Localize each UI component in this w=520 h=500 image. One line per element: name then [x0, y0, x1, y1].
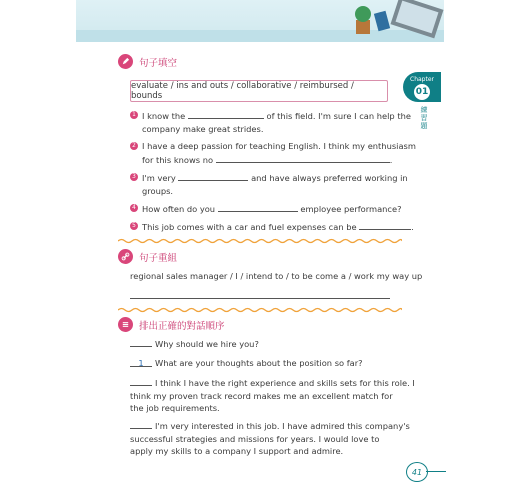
fill-item-4 [130, 202, 402, 216]
fill-item-5 [130, 220, 414, 234]
dialogue-text: think my proven track record makes me an excellent match for [130, 390, 393, 401]
item-number-badge: 2 [130, 142, 138, 150]
dialogue-text: I think I have the right experience and skills sets for this role. I [155, 378, 415, 388]
header-banner [76, 0, 444, 42]
item-text: . [389, 154, 393, 165]
item-text: company make great strides. [142, 123, 264, 134]
section-fill-header [118, 54, 177, 69]
dialogue-line-2 [130, 357, 363, 370]
answer-blank[interactable] [178, 171, 248, 181]
link-icon [118, 249, 133, 264]
dialogue-text: Why should we hire you? [155, 339, 259, 349]
word-bank: evaluate / ins and outs / collaborative / reimbursed / bounds [130, 80, 388, 102]
dialogue-text: the job requirements. [130, 403, 220, 413]
answer-blank[interactable] [218, 202, 298, 212]
wavy-divider [118, 307, 402, 313]
chapter-tab [403, 72, 441, 102]
wavy-divider [118, 238, 402, 244]
dialogue-text: I'm very interested in this job. I have admired this company's [155, 421, 410, 431]
order-blank[interactable] [130, 376, 152, 386]
list-icon [118, 317, 133, 332]
section-dialogue-header [118, 317, 225, 332]
fill-item-3 [130, 171, 408, 197]
reorder-sentence: regional sales manager / I / intend to / to be come a / work my way up [130, 271, 423, 281]
page-number-line [426, 471, 446, 472]
dialogue-text: successful strategies and missions for years. I would love to [130, 433, 380, 444]
order-blank[interactable] [130, 337, 152, 347]
order-blank[interactable]: 1 [130, 357, 152, 367]
item-text: I'm very [142, 173, 176, 183]
item-number-badge: 3 [130, 173, 138, 181]
item-text: I have a deep passion for teaching English. I think my enthusiasm [142, 141, 416, 151]
dialogue-line-3 [130, 376, 415, 415]
section-dialogue-title: 排出正確的對話順序 [139, 320, 225, 332]
item-number-badge: 5 [130, 222, 138, 230]
exercise-tab-label: 練習題 [420, 106, 428, 130]
dialogue-line-1 [130, 337, 259, 351]
item-text: of this field. I'm sure I can help the [266, 111, 411, 121]
fill-item-2 [130, 140, 416, 166]
item-number-badge: 1 [130, 111, 138, 119]
section-order-header [118, 249, 177, 264]
item-text: and have always preferred working in [251, 173, 408, 183]
answer-blank[interactable] [216, 153, 390, 163]
item-text: I know the [142, 111, 186, 121]
item-text: employee performance? [300, 204, 402, 214]
answer-blank[interactable] [359, 220, 411, 230]
item-text: . [411, 222, 414, 232]
section-order-title: 句子重組 [139, 252, 178, 264]
section-fill-title: 句子填空 [139, 57, 178, 69]
item-text: How often do you [142, 204, 216, 214]
dialogue-line-4 [130, 419, 410, 458]
page-number: 41 [406, 462, 428, 482]
pencil-icon [118, 54, 133, 69]
desk-illustration [76, 0, 444, 42]
item-text: for this knows no [142, 154, 214, 165]
chapter-label: Chapter [410, 76, 434, 83]
dialogue-text: apply my skills to a company I support and admire. [130, 446, 344, 456]
chapter-number: 01 [414, 84, 430, 100]
answer-blank[interactable] [188, 109, 264, 119]
item-number-badge: 4 [130, 204, 138, 212]
fill-item-1 [130, 109, 411, 135]
item-text: This job comes with a car and fuel expenses can be [142, 222, 357, 232]
answer-line[interactable] [130, 298, 390, 299]
order-blank[interactable] [130, 419, 152, 429]
item-text: groups. [142, 185, 174, 196]
dialogue-text: What are your thoughts about the position so far? [155, 358, 363, 368]
